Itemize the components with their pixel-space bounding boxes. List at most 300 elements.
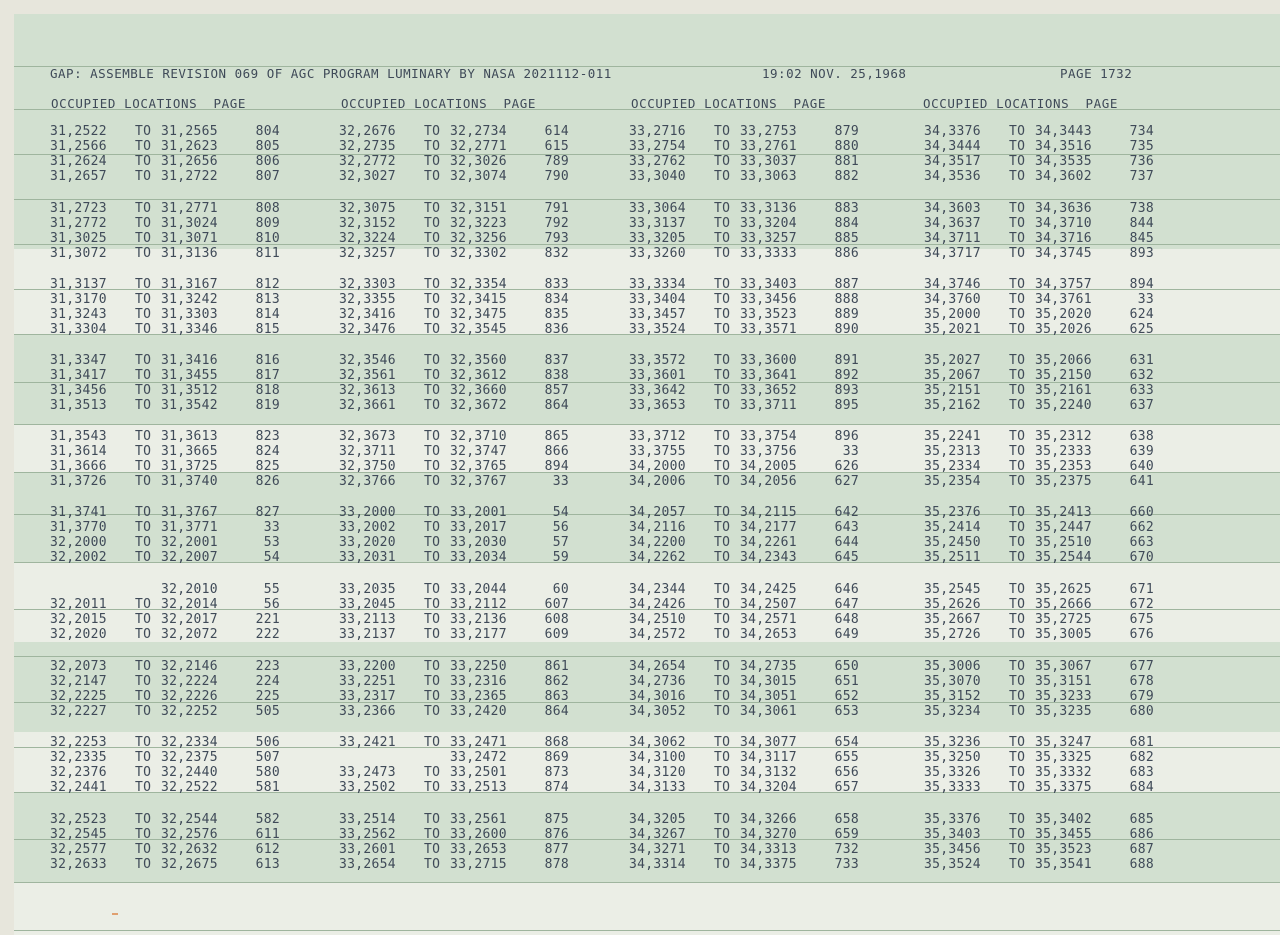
to-location: 33,2472 xyxy=(450,750,507,765)
from-location: 33,2000 xyxy=(339,505,396,520)
from-location: 35,2241 xyxy=(924,429,981,444)
to-location: 32,3660 xyxy=(450,383,507,398)
to-keyword: TO xyxy=(1009,459,1026,474)
to-keyword: TO xyxy=(135,612,152,627)
to-keyword: TO xyxy=(135,383,152,398)
page-ref: 876 xyxy=(544,827,569,842)
page-ref: 807 xyxy=(255,169,280,184)
from-location: 35,3006 xyxy=(924,659,981,674)
from-location: 31,3025 xyxy=(50,231,107,246)
to-location: 31,3665 xyxy=(161,444,218,459)
page-ref: 894 xyxy=(1129,277,1154,292)
from-location: 35,3250 xyxy=(924,750,981,765)
to-keyword: TO xyxy=(135,216,152,231)
to-location: 35,3541 xyxy=(1035,857,1092,872)
to-location: 35,3005 xyxy=(1035,627,1092,642)
to-location: 33,3711 xyxy=(740,398,797,413)
page-ref: 891 xyxy=(834,353,859,368)
to-location: 33,3204 xyxy=(740,216,797,231)
to-keyword: TO xyxy=(135,689,152,704)
to-keyword: TO xyxy=(424,383,441,398)
page-ref: 507 xyxy=(255,750,280,765)
to-keyword: TO xyxy=(714,857,731,872)
to-keyword: TO xyxy=(424,124,441,139)
from-location: 34,2262 xyxy=(629,550,686,565)
to-location: 32,2072 xyxy=(161,627,218,642)
page-ref: 615 xyxy=(544,139,569,154)
to-keyword: TO xyxy=(1009,368,1026,383)
to-keyword: TO xyxy=(714,827,731,842)
to-keyword: TO xyxy=(135,520,152,535)
to-location: 33,3641 xyxy=(740,368,797,383)
page-ref: 679 xyxy=(1129,689,1154,704)
from-location: 34,3120 xyxy=(629,765,686,780)
to-location: 35,3523 xyxy=(1035,842,1092,857)
to-keyword: TO xyxy=(424,292,441,307)
to-location: 33,2017 xyxy=(450,520,507,535)
to-keyword: TO xyxy=(135,505,152,520)
from-location: 32,3673 xyxy=(339,429,396,444)
to-keyword: TO xyxy=(714,154,731,169)
to-keyword: TO xyxy=(424,597,441,612)
page-ref: 733 xyxy=(834,857,859,872)
from-location: 35,2334 xyxy=(924,459,981,474)
from-location: 34,3205 xyxy=(629,812,686,827)
page-ref: 878 xyxy=(544,857,569,872)
from-location: 32,3476 xyxy=(339,322,396,337)
to-keyword: TO xyxy=(135,842,152,857)
to-keyword: TO xyxy=(424,139,441,154)
to-keyword: TO xyxy=(424,505,441,520)
to-location: 31,3767 xyxy=(161,505,218,520)
page-ref: 54 xyxy=(552,505,569,520)
page-ref: 640 xyxy=(1129,459,1154,474)
page-ref: 875 xyxy=(544,812,569,827)
printout-sheet xyxy=(14,14,1280,935)
to-keyword: TO xyxy=(424,674,441,689)
page-ref: 607 xyxy=(544,597,569,612)
to-location: 35,2312 xyxy=(1035,429,1092,444)
to-keyword: TO xyxy=(1009,659,1026,674)
from-location: 33,2113 xyxy=(339,612,396,627)
to-keyword: TO xyxy=(135,124,152,139)
to-location: 34,3132 xyxy=(740,765,797,780)
to-keyword: TO xyxy=(714,505,731,520)
to-location: 32,3074 xyxy=(450,169,507,184)
page-ref: 789 xyxy=(544,154,569,169)
page-ref: 651 xyxy=(834,674,859,689)
from-location: 34,3314 xyxy=(629,857,686,872)
page-ref: 580 xyxy=(255,765,280,780)
to-keyword: TO xyxy=(424,231,441,246)
from-location: 31,3347 xyxy=(50,353,107,368)
page-ref: 861 xyxy=(544,659,569,674)
page-ref: 649 xyxy=(834,627,859,642)
to-location: 31,3725 xyxy=(161,459,218,474)
from-location: 35,2376 xyxy=(924,505,981,520)
to-location: 32,3302 xyxy=(450,246,507,261)
page-ref: 612 xyxy=(255,842,280,857)
page-ref: 672 xyxy=(1129,597,1154,612)
page-ref: 671 xyxy=(1129,582,1154,597)
to-keyword: TO xyxy=(424,398,441,413)
page-ref: 652 xyxy=(834,689,859,704)
to-location: 32,3475 xyxy=(450,307,507,322)
page-ref: 33 xyxy=(552,474,569,489)
page-ref: 804 xyxy=(255,124,280,139)
to-keyword: TO xyxy=(424,857,441,872)
to-location: 33,2561 xyxy=(450,812,507,827)
page-ref: 660 xyxy=(1129,505,1154,520)
to-keyword: TO xyxy=(135,277,152,292)
page-ref: 642 xyxy=(834,505,859,520)
to-keyword: TO xyxy=(424,582,441,597)
to-keyword: TO xyxy=(714,659,731,674)
to-keyword: TO xyxy=(135,750,152,765)
to-keyword: TO xyxy=(424,780,441,795)
to-location: 34,3745 xyxy=(1035,246,1092,261)
from-location: 33,2031 xyxy=(339,550,396,565)
page-ref: 792 xyxy=(544,216,569,231)
to-keyword: TO xyxy=(714,368,731,383)
to-keyword: TO xyxy=(424,201,441,216)
to-location: 35,3067 xyxy=(1035,659,1092,674)
from-location: 34,2572 xyxy=(629,627,686,642)
to-location: 31,2656 xyxy=(161,154,218,169)
to-keyword: TO xyxy=(1009,124,1026,139)
to-location: 33,2365 xyxy=(450,689,507,704)
to-keyword: TO xyxy=(424,154,441,169)
from-location: 34,2116 xyxy=(629,520,686,535)
page-ref: 654 xyxy=(834,735,859,750)
from-location: 32,3766 xyxy=(339,474,396,489)
to-location: 34,3716 xyxy=(1035,231,1092,246)
page-ref: 686 xyxy=(1129,827,1154,842)
to-location: 35,2544 xyxy=(1035,550,1092,565)
from-location: 34,2006 xyxy=(629,474,686,489)
to-keyword: TO xyxy=(424,322,441,337)
to-keyword: TO xyxy=(714,474,731,489)
from-location: 34,3711 xyxy=(924,231,981,246)
to-location: 32,2226 xyxy=(161,689,218,704)
to-location: 31,3512 xyxy=(161,383,218,398)
page-number: PAGE 1732 xyxy=(1060,66,1133,81)
column-header: OCCUPIED LOCATIONS PAGE xyxy=(923,96,1119,111)
to-location: 33,3652 xyxy=(740,383,797,398)
page-ref: 791 xyxy=(544,201,569,216)
to-location: 35,2413 xyxy=(1035,505,1092,520)
to-location: 33,2420 xyxy=(450,704,507,719)
page-ref: 862 xyxy=(544,674,569,689)
to-location: 35,2353 xyxy=(1035,459,1092,474)
to-keyword: TO xyxy=(135,169,152,184)
from-location: 33,2421 xyxy=(339,735,396,750)
from-location: 35,3152 xyxy=(924,689,981,704)
to-location: 31,3346 xyxy=(161,322,218,337)
page-ref: 893 xyxy=(834,383,859,398)
page-ref: 836 xyxy=(544,322,569,337)
to-keyword: TO xyxy=(714,582,731,597)
to-keyword: TO xyxy=(1009,765,1026,780)
page-ref: 677 xyxy=(1129,659,1154,674)
page-ref: 838 xyxy=(544,368,569,383)
to-location: 33,3403 xyxy=(740,277,797,292)
from-location: 33,3260 xyxy=(629,246,686,261)
page-ref: 657 xyxy=(834,780,859,795)
page-ref: 879 xyxy=(834,124,859,139)
page-ref: 60 xyxy=(552,582,569,597)
to-keyword: TO xyxy=(424,429,441,444)
page-ref: 609 xyxy=(544,627,569,642)
page-ref: 641 xyxy=(1129,474,1154,489)
to-keyword: TO xyxy=(424,550,441,565)
from-location: 33,3040 xyxy=(629,169,686,184)
page-ref: 892 xyxy=(834,368,859,383)
page-ref: 810 xyxy=(255,231,280,246)
to-keyword: TO xyxy=(1009,322,1026,337)
page-ref: 790 xyxy=(544,169,569,184)
page-ref: 670 xyxy=(1129,550,1154,565)
page-ref: 886 xyxy=(834,246,859,261)
to-location: 32,3223 xyxy=(450,216,507,231)
from-location: 32,2225 xyxy=(50,689,107,704)
to-location: 32,2010 xyxy=(161,582,218,597)
page-ref: 869 xyxy=(544,750,569,765)
page-ref: 888 xyxy=(834,292,859,307)
to-location: 35,3455 xyxy=(1035,827,1092,842)
page-ref: 868 xyxy=(544,735,569,750)
page-ref: 59 xyxy=(552,550,569,565)
to-location: 33,2112 xyxy=(450,597,507,612)
to-keyword: TO xyxy=(424,735,441,750)
page-ref: 844 xyxy=(1129,216,1154,231)
from-location: 35,2450 xyxy=(924,535,981,550)
from-location: 33,2762 xyxy=(629,154,686,169)
to-keyword: TO xyxy=(714,139,731,154)
from-location: 32,3224 xyxy=(339,231,396,246)
to-location: 32,3767 xyxy=(450,474,507,489)
to-location: 34,3051 xyxy=(740,689,797,704)
to-location: 33,3136 xyxy=(740,201,797,216)
from-location: 31,2772 xyxy=(50,216,107,231)
to-keyword: TO xyxy=(1009,398,1026,413)
to-keyword: TO xyxy=(424,704,441,719)
from-location: 34,3016 xyxy=(629,689,686,704)
from-location: 34,3444 xyxy=(924,139,981,154)
to-location: 32,2544 xyxy=(161,812,218,827)
to-location: 32,3612 xyxy=(450,368,507,383)
to-keyword: TO xyxy=(1009,674,1026,689)
page-ref: 880 xyxy=(834,139,859,154)
from-location: 31,3417 xyxy=(50,368,107,383)
from-location: 33,3653 xyxy=(629,398,686,413)
from-location: 32,2000 xyxy=(50,535,107,550)
to-keyword: TO xyxy=(1009,201,1026,216)
to-keyword: TO xyxy=(424,444,441,459)
from-location: 35,3524 xyxy=(924,857,981,872)
to-keyword: TO xyxy=(135,292,152,307)
to-location: 34,2261 xyxy=(740,535,797,550)
to-location: 32,2440 xyxy=(161,765,218,780)
paper-mark xyxy=(112,913,118,915)
from-location: 32,2147 xyxy=(50,674,107,689)
from-location: 34,3637 xyxy=(924,216,981,231)
to-keyword: TO xyxy=(714,627,731,642)
from-location: 33,2754 xyxy=(629,139,686,154)
to-location: 35,2240 xyxy=(1035,398,1092,413)
to-location: 34,3061 xyxy=(740,704,797,719)
to-location: 34,2343 xyxy=(740,550,797,565)
page-ref: 863 xyxy=(544,689,569,704)
to-location: 33,3333 xyxy=(740,246,797,261)
from-location: 35,2511 xyxy=(924,550,981,565)
page-ref: 819 xyxy=(255,398,280,413)
from-location: 34,3062 xyxy=(629,735,686,750)
page-ref: 684 xyxy=(1129,780,1154,795)
to-location: 32,2146 xyxy=(161,659,218,674)
from-location: 35,3456 xyxy=(924,842,981,857)
page-ref: 223 xyxy=(255,659,280,674)
to-keyword: TO xyxy=(1009,292,1026,307)
to-location: 32,3765 xyxy=(450,459,507,474)
to-location: 34,3270 xyxy=(740,827,797,842)
to-location: 34,3535 xyxy=(1035,154,1092,169)
from-location: 33,2654 xyxy=(339,857,396,872)
page-ref: 815 xyxy=(255,322,280,337)
to-keyword: TO xyxy=(1009,597,1026,612)
to-keyword: TO xyxy=(1009,429,1026,444)
to-keyword: TO xyxy=(135,398,152,413)
to-keyword: TO xyxy=(424,277,441,292)
to-location: 32,2632 xyxy=(161,842,218,857)
to-location: 35,3375 xyxy=(1035,780,1092,795)
from-location: 35,2626 xyxy=(924,597,981,612)
to-keyword: TO xyxy=(424,535,441,550)
page-ref: 659 xyxy=(834,827,859,842)
to-keyword: TO xyxy=(135,231,152,246)
to-keyword: TO xyxy=(135,353,152,368)
page-ref: 626 xyxy=(834,459,859,474)
to-keyword: TO xyxy=(714,597,731,612)
page-ref: 889 xyxy=(834,307,859,322)
page-ref: 613 xyxy=(255,857,280,872)
page-ref: 683 xyxy=(1129,765,1154,780)
to-keyword: TO xyxy=(424,368,441,383)
from-location: 32,3561 xyxy=(339,368,396,383)
to-location: 32,3256 xyxy=(450,231,507,246)
to-keyword: TO xyxy=(1009,246,1026,261)
column-header: OCCUPIED LOCATIONS PAGE xyxy=(341,96,537,111)
from-location: 31,3456 xyxy=(50,383,107,398)
page-ref: 877 xyxy=(544,842,569,857)
to-location: 33,2316 xyxy=(450,674,507,689)
to-location: 33,2715 xyxy=(450,857,507,872)
to-location: 31,2771 xyxy=(161,201,218,216)
to-location: 35,2020 xyxy=(1035,307,1092,322)
to-keyword: TO xyxy=(1009,277,1026,292)
from-location: 32,3416 xyxy=(339,307,396,322)
from-location: 35,2545 xyxy=(924,582,981,597)
to-location: 33,3456 xyxy=(740,292,797,307)
to-keyword: TO xyxy=(714,750,731,765)
to-keyword: TO xyxy=(714,612,731,627)
page-ref: 864 xyxy=(544,704,569,719)
to-keyword: TO xyxy=(714,674,731,689)
from-location: 33,2035 xyxy=(339,582,396,597)
page-ref: 738 xyxy=(1129,201,1154,216)
to-location: 35,2026 xyxy=(1035,322,1092,337)
to-location: 31,3455 xyxy=(161,368,218,383)
to-location: 35,3247 xyxy=(1035,735,1092,750)
to-keyword: TO xyxy=(135,429,152,444)
page-ref: 894 xyxy=(544,459,569,474)
to-keyword: TO xyxy=(424,812,441,827)
from-location: 31,3614 xyxy=(50,444,107,459)
to-keyword: TO xyxy=(424,827,441,842)
to-location: 31,2623 xyxy=(161,139,218,154)
to-location: 32,3747 xyxy=(450,444,507,459)
from-location: 31,2624 xyxy=(50,154,107,169)
page-ref: 633 xyxy=(1129,383,1154,398)
from-location: 33,2317 xyxy=(339,689,396,704)
to-location: 31,3613 xyxy=(161,429,218,444)
to-location: 35,2333 xyxy=(1035,444,1092,459)
to-keyword: TO xyxy=(135,597,152,612)
to-location: 32,2375 xyxy=(161,750,218,765)
page-ref: 881 xyxy=(834,154,859,169)
page-ref: 505 xyxy=(255,704,280,719)
to-keyword: TO xyxy=(1009,307,1026,322)
to-location: 32,2675 xyxy=(161,857,218,872)
to-keyword: TO xyxy=(714,246,731,261)
to-keyword: TO xyxy=(135,474,152,489)
to-keyword: TO xyxy=(714,322,731,337)
to-location: 33,3523 xyxy=(740,307,797,322)
from-location: 31,3513 xyxy=(50,398,107,413)
to-keyword: TO xyxy=(1009,383,1026,398)
to-location: 33,2250 xyxy=(450,659,507,674)
to-location: 31,2565 xyxy=(161,124,218,139)
from-location: 34,3133 xyxy=(629,780,686,795)
from-location: 32,3613 xyxy=(339,383,396,398)
to-location: 34,3204 xyxy=(740,780,797,795)
to-location: 34,3077 xyxy=(740,735,797,750)
to-keyword: TO xyxy=(714,383,731,398)
to-location: 33,3756 xyxy=(740,444,797,459)
to-keyword: TO xyxy=(135,201,152,216)
to-location: 33,2513 xyxy=(450,780,507,795)
to-location: 34,3117 xyxy=(740,750,797,765)
page-ref: 890 xyxy=(834,322,859,337)
page-ref: 823 xyxy=(255,429,280,444)
from-location: 34,3746 xyxy=(924,277,981,292)
from-location: 32,2441 xyxy=(50,780,107,795)
from-location: 31,3072 xyxy=(50,246,107,261)
from-location: 35,3326 xyxy=(924,765,981,780)
page-ref: 53 xyxy=(263,535,280,550)
page-ref: 809 xyxy=(255,216,280,231)
to-location: 34,2653 xyxy=(740,627,797,642)
to-location: 33,3571 xyxy=(740,322,797,337)
page-ref: 632 xyxy=(1129,368,1154,383)
from-location: 35,2313 xyxy=(924,444,981,459)
from-location: 35,2667 xyxy=(924,612,981,627)
from-location: 35,2067 xyxy=(924,368,981,383)
to-keyword: TO xyxy=(714,704,731,719)
to-location: 33,3037 xyxy=(740,154,797,169)
to-keyword: TO xyxy=(714,307,731,322)
page-ref: 643 xyxy=(834,520,859,535)
